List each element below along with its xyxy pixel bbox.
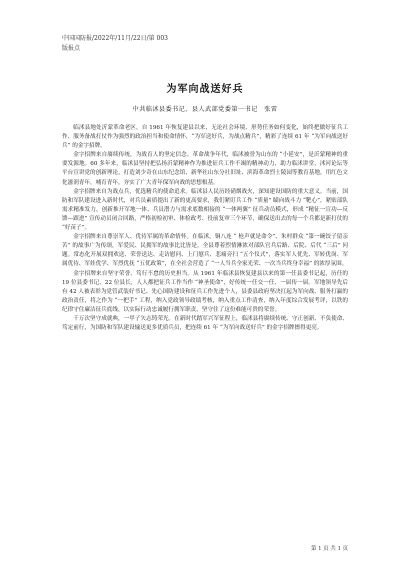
paragraph: 金字招牌来自为战点兵，优选精兵的使命追求。临沭县人民历经硝烟战火，深知建设国防的重大意义。当前，国防和军队建设进入新时代，对兵员素质提出了新的更高要求，我们紧盯兵工作 “质量” 瞄向战斗力 “靶心”，紧贴部队需求精准发力，创新推开军地一体、兵员潜力与需求底数相接的 “一体两翼” 征兵动员模式，形成 “精征一宣功—反馈—跟进” 宣传动员闭合回路，严格初检初审、体检政考、役前复审三个环节，确保送出去的每一个兵都是新打仗的 “好苗子”。 <box>62 188 348 232</box>
article-title: 为军向战送好兵 <box>166 84 244 95</box>
paragraph: 千万次坚守成就典，一甲子矢志铸荣光。在新时代踏军兴军征程上，临沭县将赓续传统、守正创新、不负使命、笃定前行，为国防和军队建设输送更多优质兵员，把连续 61 年 “为军向战送好兵” 的金字招牌擦得更亮。 <box>62 315 348 332</box>
paragraph: 临沭县地处沂蒙革命老区，自 1961 年恢复建县以来，无论社会环境、形势任务如何变化，始终把做好征兵工作、服务备战打仗作为强烈的政治担当和使命情怀，“为军送好兵，为战点精兵”，精彩了连续 61 年 “为军向战送好兵” 的金字招牌。 <box>62 125 348 150</box>
page-number: 第 1 页 共 1 页 <box>311 546 348 552</box>
article-body <box>62 124 348 333</box>
source-line: 中国国防报/2022年/11月/22日/第 003 <box>62 35 168 42</box>
section-label: 版报点 <box>62 45 81 52</box>
paragraph: 金字招牌来自赓续传统，为战育人的坚定信念。革命战争年代，临沭被誉为山东的 “小延安”，是沂蒙精神的重要发源地。60 多年来，临沭县坚持把弘扬沂蒙精神作为推进征兵工作不竭的精神动力，助力临沭讲堂、沭河论坛等平台宣讲党的创新理论，打造刘少奇在山东纪念馆、新华社山东分社旧址、滨海革命烈士陵园等教育基地，用红色文化滋润青年，哺育青年，夯实了广大青年保军向战的思想根基。 <box>62 152 348 186</box>
paragraph: 金字招牌来自尊崇军人、优待军属的革命情怀。在临沭，铜八连 “ 枪声就是命令”、朱村群众 “第一碗饺子留亲苦” 的故事广为传颂，军爱民、民拥军的故事比比皆是。全县尊着烈情淋浓对部队官兵后路、后院、后代 “三后” 问题。常态化开展双拥欢送、荣誉送达、走访慰问、上门慰兵、悲痛旁扫 “五个仪式”，落实军人优先、军转优岗、军属优待、军娃优学、军烈优抚 “五优政策”，在全社会营造了 “一人当兵全家光荣、一次当兵终身幸福” 的浓厚氛围。 <box>62 234 348 268</box>
paragraph: 金字招牌来自坚守荣誉、笃行不怠的历史担当。从 1961 年临沭县恢复建县以来的第一任县委书记起，历任的 19 位县委书记、22 位县长，人人都把征兵工作当作 “神圣使命”，好传统一任交一任、一届传一届。军地领导先后有 42 人被表彰为党管武装好书记、先心国防建设和征兵工作先进个人，县委县政府坚决扛起为军向战、服务打赢的政治责任，将之作为 “一把手” 工程，纳入党政领导政绩考核，纳入重点工作清查，纳入年度综合发展考评，以铁的纪律守住廉洁征兵底线，以实际行动忠诚履行拥军职责，坚守住了这份难能可贵的荣誉。 <box>62 270 348 313</box>
article-author: 中共临沭县委书记、县人武部党委第一书记 张雷 <box>132 106 278 113</box>
publication-meta <box>62 34 168 54</box>
